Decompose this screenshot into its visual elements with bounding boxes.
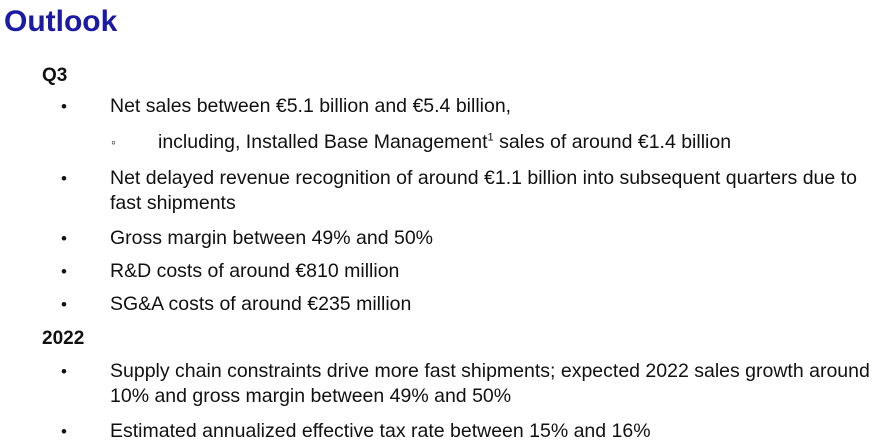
bullet-text: Net delayed revenue recognition of around €1.1 billion into subsequent quarters due to fast shipments (110, 167, 857, 214)
bullet-icon: • (61, 422, 67, 441)
sub-bullet-text-end: sales of around €1.4 billion (493, 131, 732, 153)
bullet-icon: • (61, 362, 67, 381)
section-heading-2022: 2022 (42, 328, 85, 349)
bullet-icon: • (61, 169, 67, 188)
sub-bullet-text-start: including, Installed Base Management (158, 131, 488, 153)
footnote-marker: 1 (487, 131, 494, 144)
sub-bullet-text (158, 130, 858, 155)
section-heading-q3: Q3 (42, 65, 68, 86)
bullet-icon: • (61, 97, 67, 116)
bullet-text: Net sales between €5.1 billion and €5.4 billion, (110, 95, 512, 117)
bullet-text: R&D costs of around €810 million (110, 260, 400, 282)
bullet-icon: • (61, 229, 67, 248)
bullet-icon: • (61, 295, 67, 314)
bullet-text: SG&A costs of around €235 million (110, 293, 412, 315)
bullet-text: Supply chain constraints drive more fast shipments; expected 2022 sales growth around 10% and gross margin between 49% and 50% (110, 360, 870, 407)
bullet-icon: • (61, 262, 67, 281)
bullet-text: Gross margin between 49% and 50% (110, 227, 434, 249)
page-title: Outlook (4, 5, 118, 38)
sub-bullet-icon: ◦ (111, 134, 116, 150)
bullet-text: Estimated annualized effective tax rate between 15% and 16% (110, 420, 651, 442)
